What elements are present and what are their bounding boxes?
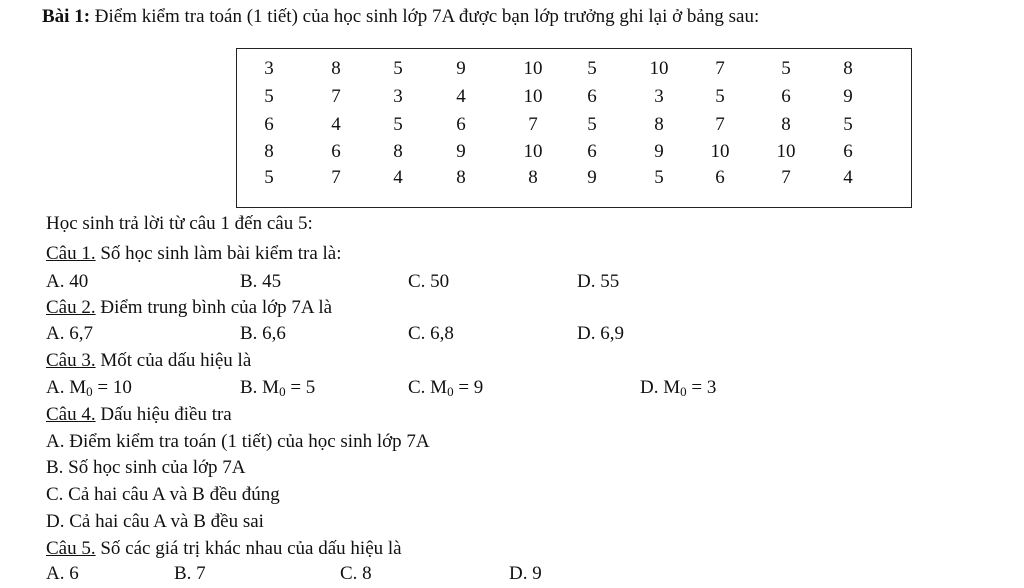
table-cell: 6 bbox=[843, 141, 853, 162]
question-text: Dấu hiệu điều tra bbox=[95, 404, 232, 425]
question-number: Câu 1. bbox=[46, 243, 96, 264]
table-cell: 5 bbox=[654, 167, 664, 188]
table-cell: 6 bbox=[587, 141, 597, 162]
table-cell: 8 bbox=[654, 114, 664, 135]
option-d: D. 55 bbox=[577, 271, 620, 292]
table-cell: 7 bbox=[528, 114, 538, 135]
table-cell: 7 bbox=[715, 58, 725, 79]
table-cell: 3 bbox=[393, 86, 403, 107]
table-cell: 5 bbox=[264, 86, 274, 107]
score-table bbox=[236, 48, 912, 208]
option-d: D. Cả hai câu A và B đều sai bbox=[46, 511, 264, 532]
option-d: D. 6,9 bbox=[577, 323, 624, 344]
option-b: B. 7 bbox=[174, 563, 206, 584]
table-cell: 9 bbox=[587, 167, 597, 188]
table-cell: 10 bbox=[776, 141, 796, 162]
table-cell: 5 bbox=[715, 86, 725, 107]
table-cell: 5 bbox=[587, 114, 597, 135]
table-cell: 10 bbox=[710, 141, 730, 162]
option-c: C. $M_0 = 9$ bbox=[408, 377, 484, 399]
table-cell: 5 bbox=[843, 114, 853, 135]
table-cell: 6 bbox=[456, 114, 466, 135]
option-c: C. 8 bbox=[340, 563, 372, 584]
table-cell: 9 bbox=[456, 58, 466, 79]
table-cell: 10 bbox=[523, 141, 543, 162]
table-cell: 6 bbox=[331, 141, 341, 162]
table-cell: 10 bbox=[649, 58, 669, 79]
table-cell: 5 bbox=[393, 114, 403, 135]
option-a: A. $M_0 = 10$ bbox=[46, 377, 132, 399]
table-cell: 10 bbox=[523, 58, 543, 79]
table-cell: 3 bbox=[654, 86, 664, 107]
table-cell: 8 bbox=[843, 58, 853, 79]
table-cell: 5 bbox=[264, 167, 274, 188]
option-a: A. 6 bbox=[46, 563, 79, 584]
question-number: Câu 4. bbox=[46, 404, 96, 425]
table-cell: 8 bbox=[528, 167, 538, 188]
option-d: D. $M_0 = 3$ bbox=[640, 377, 717, 399]
table-cell: 8 bbox=[264, 141, 274, 162]
table-cell: 7 bbox=[715, 114, 725, 135]
question-1 bbox=[46, 243, 342, 265]
table-cell: 4 bbox=[393, 167, 403, 188]
question-4 bbox=[46, 404, 232, 426]
table-cell: 3 bbox=[264, 58, 274, 79]
option-b: B. 6,6 bbox=[240, 323, 286, 344]
table-cell: 9 bbox=[654, 141, 664, 162]
question-text: Mốt của dấu hiệu là bbox=[95, 350, 252, 371]
table-cell: 7 bbox=[331, 86, 341, 107]
question-text: Số các giá trị khác nhau của dấu hiệu là bbox=[95, 538, 402, 559]
table-cell: 4 bbox=[331, 114, 341, 135]
table-cell: 8 bbox=[456, 167, 466, 188]
table-cell: 5 bbox=[393, 58, 403, 79]
option-c: C. Cả hai câu A và B đều đúng bbox=[46, 484, 280, 505]
table-cell: 10 bbox=[523, 86, 543, 107]
option-b: B. Số học sinh của lớp 7A bbox=[46, 457, 246, 478]
question-2 bbox=[46, 297, 332, 319]
question-text: Số học sinh làm bài kiểm tra là: bbox=[95, 243, 342, 264]
table-cell: 8 bbox=[781, 114, 791, 135]
option-d: D. 9 bbox=[509, 563, 542, 584]
exercise-label: Bài 1: bbox=[42, 6, 91, 27]
option-a: A. Điểm kiểm tra toán (1 tiết) của học sinh lớp 7A bbox=[46, 431, 430, 452]
table-cell: 7 bbox=[331, 167, 341, 188]
table-cell: 9 bbox=[456, 141, 466, 162]
question-5 bbox=[46, 538, 402, 560]
table-cell: 9 bbox=[843, 86, 853, 107]
table-cell: 7 bbox=[781, 167, 791, 188]
question-number: Câu 2. bbox=[46, 297, 96, 318]
question-number: Câu 5. bbox=[46, 538, 96, 559]
table-cell: 6 bbox=[264, 114, 274, 135]
question-3 bbox=[46, 350, 251, 372]
question-text: Điểm trung bình của lớp 7A là bbox=[95, 297, 333, 318]
table-cell: 6 bbox=[715, 167, 725, 188]
option-b: B. $M_0 = 5$ bbox=[240, 377, 316, 399]
option-a: A. 6,7 bbox=[46, 323, 93, 344]
instructions: Học sinh trả lời từ câu 1 đến câu 5: bbox=[46, 213, 313, 234]
table-cell: 6 bbox=[587, 86, 597, 107]
table-cell: 8 bbox=[331, 58, 341, 79]
table-cell: 6 bbox=[781, 86, 791, 107]
question-number: Câu 3. bbox=[46, 350, 96, 371]
option-a: A. 40 bbox=[46, 271, 89, 292]
exercise-text: Điểm kiểm tra toán (1 tiết) của học sinh lớp 7A được bạn lớp trưởng ghi lại ở bảng sau: bbox=[90, 6, 760, 27]
table-cell: 5 bbox=[781, 58, 791, 79]
table-cell: 4 bbox=[843, 167, 853, 188]
table-cell: 8 bbox=[393, 141, 403, 162]
table-cell: 5 bbox=[587, 58, 597, 79]
table-cell: 4 bbox=[456, 86, 466, 107]
option-c: C. 6,8 bbox=[408, 323, 454, 344]
exercise-title bbox=[42, 6, 759, 28]
option-b: B. 45 bbox=[240, 271, 282, 292]
option-c: C. 50 bbox=[408, 271, 450, 292]
